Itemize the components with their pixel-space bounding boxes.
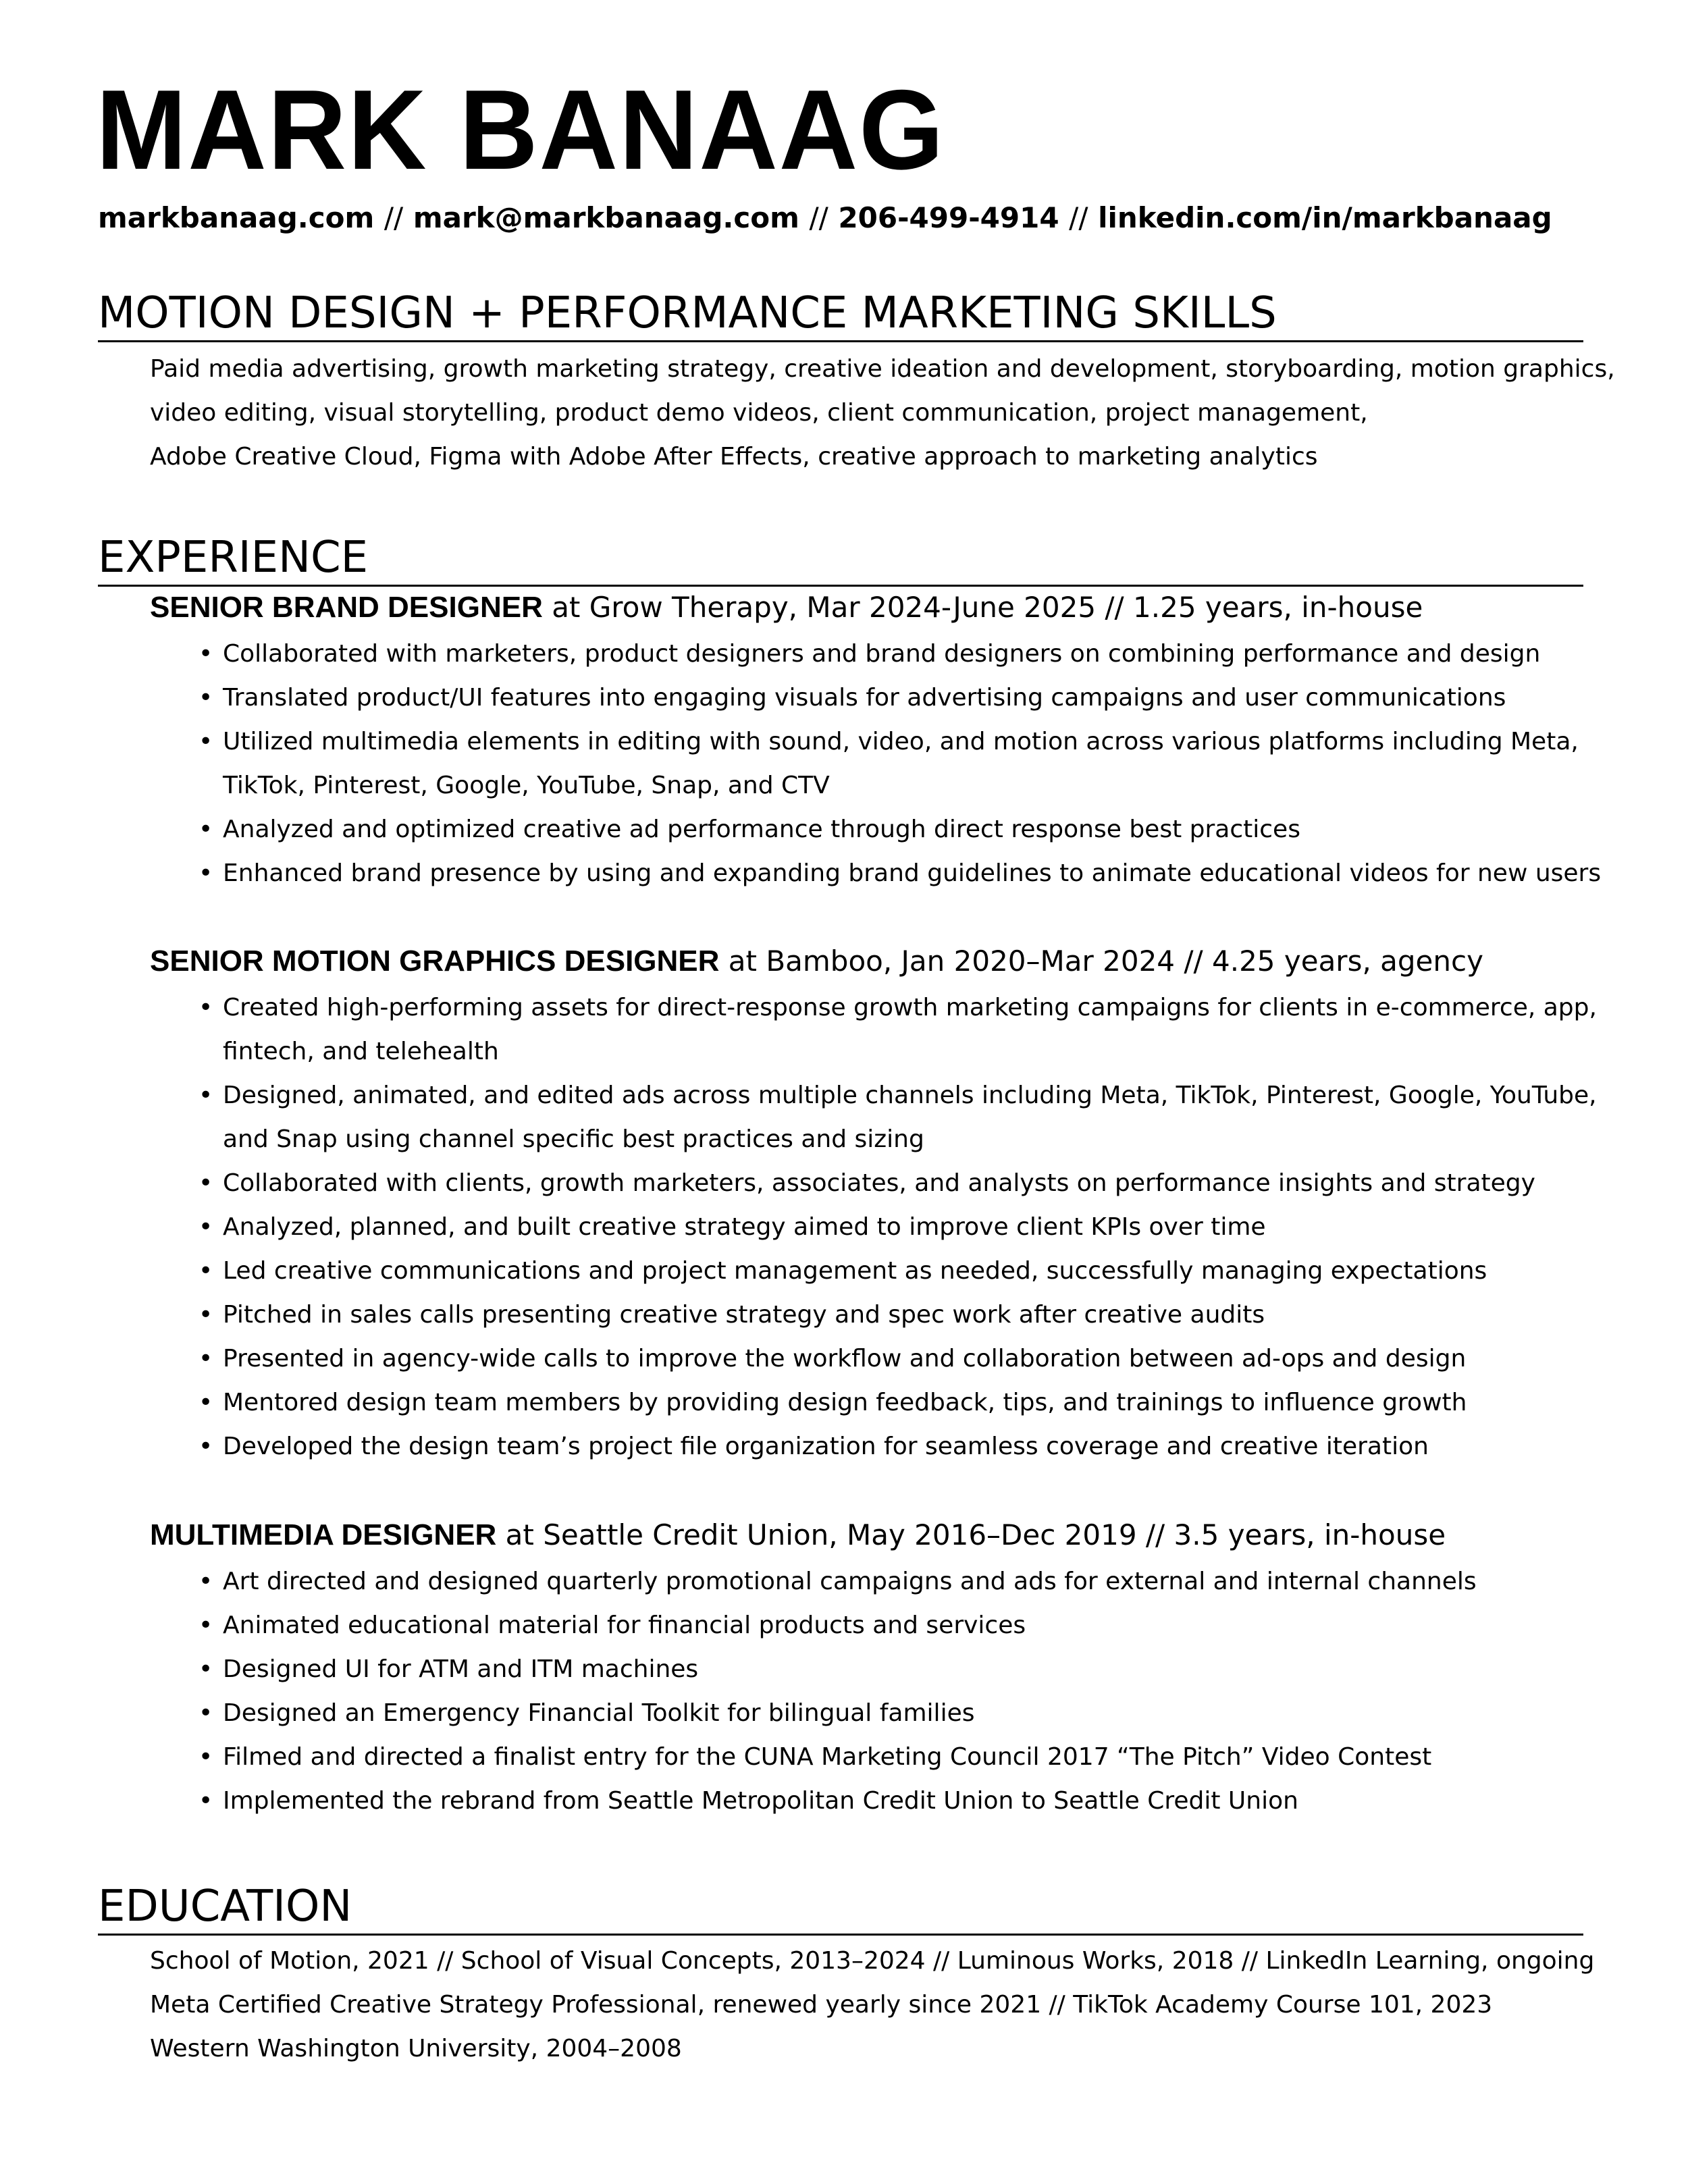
bullet-item [223, 632, 1614, 676]
job-title [150, 944, 1483, 980]
bullet-text: • Presented in agency-wide calls to improve the workflow and collaboration between ad-ops and design [223, 1345, 1467, 1373]
bullet-item [223, 1779, 1614, 1823]
bullet-text: • Collaborated with clients, growth marketers, associates, and analysts on performance insights and strategy [223, 1169, 1535, 1197]
bullet-text: and Snap using channel specific best practices and sizing [223, 1125, 924, 1153]
bullet-text: • Created high-performing assets for direct-response growth marketing campaigns for clients in e-commerce, app, [223, 994, 1597, 1021]
bullet-item [223, 1161, 1614, 1205]
bullet-text: • Filmed and directed a finalist entry for the CUNA Marketing Council 2017 “The Pitch” Video Contest [223, 1743, 1432, 1771]
education-text [150, 1939, 1602, 2071]
job-details: at Grow Therapy, Mar 2024-June 2025 // 1.25 years, in-house [542, 591, 1423, 624]
bullet-item [223, 1205, 1614, 1249]
job-role: MULTIMEDIA DESIGNER [150, 1518, 497, 1551]
job-bullets [223, 1560, 1614, 1823]
bullet-text: • Mentored design team members by providing design feedback, tips, and trainings to influence growth [223, 1389, 1467, 1416]
job-details: at Seattle Credit Union, May 2016–Dec 2019 // 3.5 years, in-house [496, 1518, 1446, 1551]
separator: // [1069, 201, 1088, 234]
linkedin-link[interactable]: linkedin.com/in/markbanaag [1098, 201, 1552, 234]
job-bullets [223, 632, 1614, 895]
phone-number: 206-499-4914 [838, 201, 1059, 234]
bullet-text: • Utilized multimedia elements in editing with sound, video, and motion across various platforms including Meta, [223, 728, 1579, 755]
bullet-text: fintech, and telehealth [223, 1038, 499, 1065]
bullet-item [223, 720, 1614, 807]
bullet-text: • Animated educational material for financial products and services [223, 1612, 1026, 1639]
email-link[interactable]: mark@markbanaag.com [413, 201, 799, 234]
bullet-item [223, 851, 1614, 895]
bullet-text: • Designed an Emergency Financial Toolkit for bilingual families [223, 1699, 975, 1727]
skills-line: Paid media advertising, growth marketing strategy, creative ideation and development, storyboarding, motion graphics, [150, 355, 1615, 383]
bullet-item [223, 1647, 1614, 1691]
bullet-item [223, 1337, 1614, 1381]
job-bullets [223, 986, 1614, 1468]
bullet-item [223, 1073, 1614, 1161]
bullet-item [223, 1735, 1614, 1779]
education-line: School of Motion, 2021 // School of Visual Concepts, 2013–2024 // Luminous Works, 2018 // LinkedIn Learning, ongoing [150, 1947, 1595, 1975]
skills-text [150, 347, 1615, 479]
job-title [150, 590, 1423, 626]
separator: // [384, 201, 404, 234]
skills-line: Adobe Creative Cloud, Figma with Adobe After Effects, creative approach to marketing analytics [150, 443, 1318, 471]
experience-heading: EXPERIENCE [98, 536, 1583, 587]
website-link[interactable]: markbanaag.com [98, 201, 375, 234]
candidate-name: MARK BANAAG [96, 66, 945, 193]
bullet-text: • Art directed and designed quarterly promotional campaigns and ads for external and internal channels [223, 1568, 1477, 1595]
skills-heading: MOTION DESIGN + PERFORMANCE MARKETING SKILLS [98, 292, 1583, 342]
bullet-text: TikTok, Pinterest, Google, YouTube, Snap, and CTV [223, 772, 830, 799]
bullet-text: • Analyzed and optimized creative ad performance through direct response best practices [223, 816, 1300, 843]
bullet-text: • Designed UI for ATM and ITM machines [223, 1655, 699, 1683]
bullet-text: • Designed, animated, and edited ads across multiple channels including Meta, TikTok, Pinterest, Google, YouTube, [223, 1082, 1597, 1109]
bullet-text: • Pitched in sales calls presenting creative strategy and spec work after creative audits [223, 1301, 1265, 1329]
bullet-item [223, 1381, 1614, 1424]
bullet-item [223, 1249, 1614, 1293]
job-title [150, 1518, 1446, 1553]
bullet-item [223, 1603, 1614, 1647]
skills-line: video editing, visual storytelling, product demo videos, client communication, project management, [150, 399, 1368, 427]
bullet-text: • Collaborated with marketers, product designers and brand designers on combining performance and design [223, 640, 1541, 668]
bullet-text: • Led creative communications and project management as needed, successfully managing expectations [223, 1257, 1487, 1285]
contact-line [98, 201, 1552, 235]
separator: // [809, 201, 828, 234]
education-heading: EDUCATION [98, 1885, 1583, 1936]
bullet-item [223, 807, 1614, 851]
job-role: SENIOR MOTION GRAPHICS DESIGNER [150, 944, 720, 978]
bullet-item [223, 676, 1614, 720]
bullet-text: • Translated product/UI features into engaging visuals for advertising campaigns and user communications [223, 684, 1506, 712]
bullet-item [223, 986, 1614, 1073]
education-line: Meta Certified Creative Strategy Professional, renewed yearly since 2021 // TikTok Academy Course 101, 2023 [150, 1991, 1493, 2019]
bullet-text: • Analyzed, planned, and built creative strategy aimed to improve client KPIs over time [223, 1213, 1266, 1241]
bullet-text: • Developed the design team’s project file organization for seamless coverage and creative iteration [223, 1433, 1429, 1460]
bullet-text: • Enhanced brand presence by using and expanding brand guidelines to animate educational videos for new users [223, 859, 1602, 887]
bullet-text: • Implemented the rebrand from Seattle Metropolitan Credit Union to Seattle Credit Union [223, 1787, 1298, 1815]
education-line: Western Washington University, 2004–2008 [150, 2035, 682, 2062]
bullet-item [223, 1424, 1614, 1468]
job-details: at Bamboo, Jan 2020–Mar 2024 // 4.25 years, agency [719, 944, 1483, 978]
bullet-item [223, 1560, 1614, 1603]
bullet-item [223, 1691, 1614, 1735]
job-role: SENIOR BRAND DESIGNER [150, 591, 543, 624]
bullet-item [223, 1293, 1614, 1337]
